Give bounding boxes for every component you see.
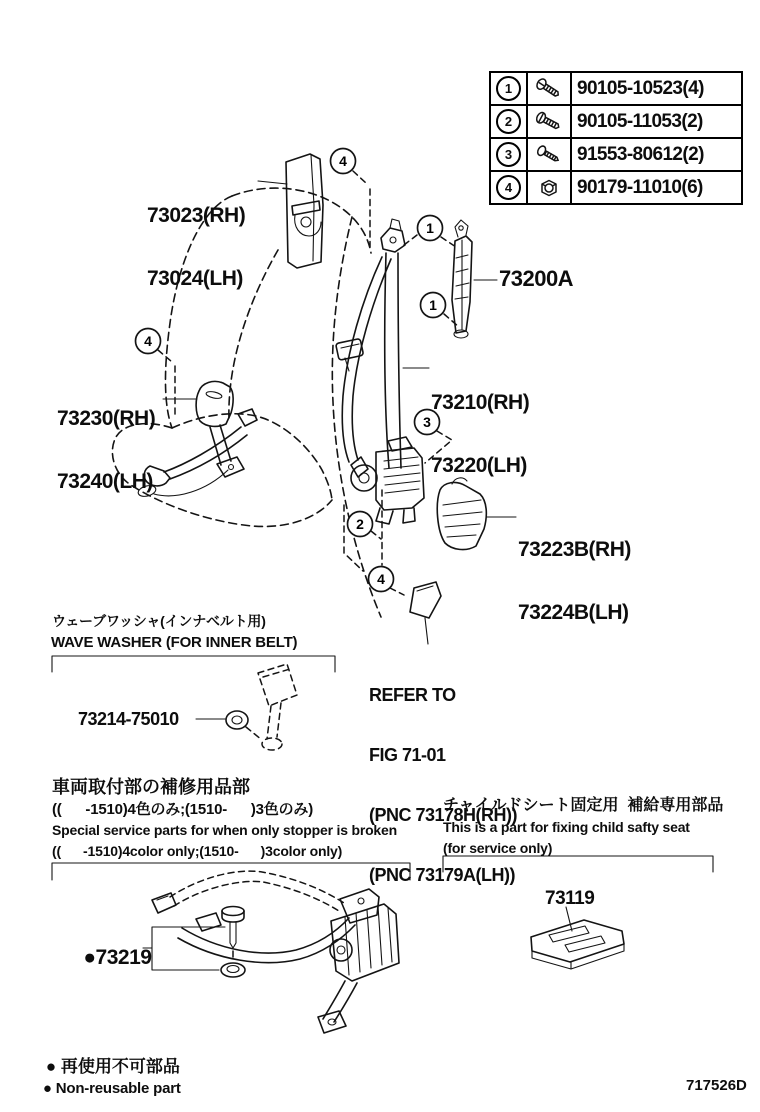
note-service-jp2: (( -1510)4色のみ;(1510- )3色のみ) [52,801,313,818]
note-child-seat-en2: (for service only) [443,840,553,856]
part-number-rh: 73023(RH) [147,204,246,227]
label-belt-adjuster: 73200A [499,266,574,291]
legend-non-reusable-en: ● Non-reusable part [42,1080,181,1097]
legend-non-reusable-jp: ● 再使用不可部品 [45,1057,180,1076]
fastener-row [491,172,741,203]
callout-badge: 1 [496,76,521,101]
screw-icon [533,110,565,134]
child-seat-plate-figure [531,907,624,969]
seat-belt-webbing [342,253,401,468]
fastener-part-number: 90179-11010(6) [577,176,703,198]
note-service-en1: Special service parts for when only stopper is broken [52,822,397,838]
label-child-seat-plate: 73119 [545,888,595,909]
label-stopper [62,926,151,989]
non-reusable-bullet: ● [42,1080,52,1097]
callout-4-lower [369,567,394,592]
note-refer-to: REFER TO FIG 71-01 (PNC 73178H(RH)) (PNC 73179A(LH)) [369,685,518,885]
svg-text:3: 3 [423,414,431,430]
callout-2-retractor [348,512,373,537]
drawing-number: 717526D [686,1077,747,1094]
shoulder-anchor-part [381,219,405,252]
part-number: 73219 [95,946,152,969]
callout-1-lower [421,293,446,318]
nut-icon [533,176,565,200]
svg-text:4: 4 [377,571,385,587]
fastener-table [489,71,743,205]
part-number-rh: 73223B(RH) [518,538,631,561]
note-service-jp1: 車両取付部の補修用品部 [52,777,250,797]
screw-icon [533,77,565,101]
part-number-lh: 73224B(LH) [518,601,629,624]
callout-1-upper [418,216,443,241]
non-reusable-bullet: ● [45,1057,57,1076]
svg-text:4: 4 [339,153,347,169]
webbing-guide-part [410,582,441,644]
callout-4-buckle [136,329,161,354]
svg-text:1: 1 [429,297,437,313]
callout-badge: 4 [496,175,521,200]
fastener-part-number: 90105-11053(2) [577,110,703,132]
label-pillar-garnish [147,163,245,331]
callout-4-pillar [331,149,356,174]
callout-badge: 2 [496,109,521,134]
non-reusable-bullet: ● [83,946,96,969]
fastener-row [491,73,741,106]
svg-text:2: 2 [356,516,364,532]
screw-icon [533,143,565,167]
note-child-seat-jp: チャイルドシート固定用 補給専用部品 [443,797,724,814]
label-retractor-cover [518,497,631,665]
stopper-belt-figure [143,871,399,1033]
part-number-lh: 73240(LH) [57,470,153,493]
callout-badge: 3 [496,142,521,167]
svg-text:4: 4 [144,333,152,349]
note-wave-washer-jp: ウェーブワッシャ(インナベルト用) [52,613,266,629]
fastener-row [491,106,741,139]
svg-text:1: 1 [426,220,434,236]
note-wave-washer-en: WAVE WASHER (FOR INNER BELT) [51,634,298,651]
fastener-part-number: 91553-80612(2) [577,143,704,165]
part-number-lh: 73220(LH) [431,454,527,477]
label-wave-washer-part: 73214-75010 [78,709,179,729]
wave-washer-figure [52,656,335,750]
belt-adjuster-part [452,220,497,338]
part-number-rh: 73230(RH) [57,407,156,430]
label-outer-belt [431,350,529,518]
pillar-garnish-part [258,154,323,268]
note-service-en2: (( -1510)4color only;(1510- )3color only) [52,843,343,859]
label-inner-belt [57,366,155,534]
note-child-seat-en1: This is a part for fixing child safty seat [443,819,690,835]
inner-belt-buckle-part [163,381,244,477]
fastener-part-number: 90105-10523(4) [577,77,704,99]
part-number-lh: 73024(LH) [147,267,243,290]
part-number-rh: 73210(RH) [431,391,530,414]
fastener-row [491,139,741,172]
